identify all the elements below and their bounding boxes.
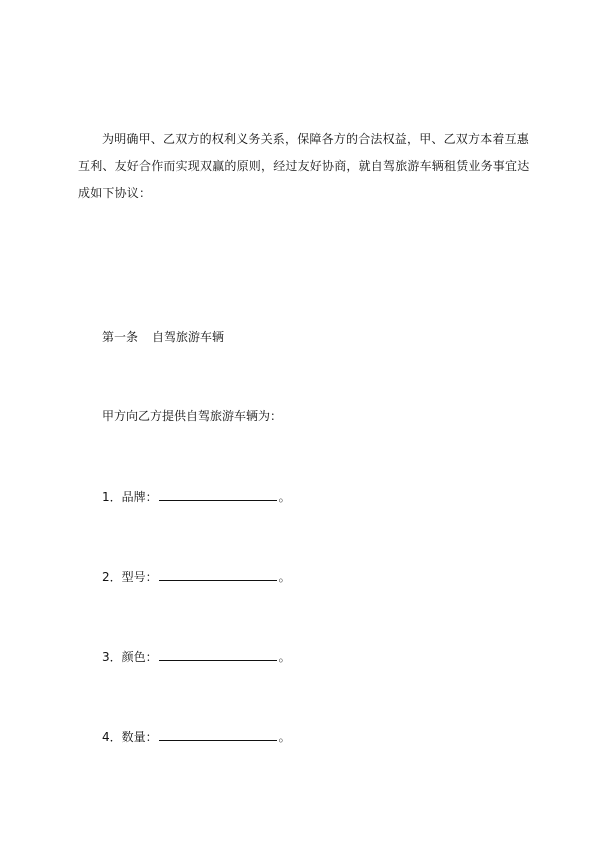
article-heading: [102, 328, 224, 345]
article-number: 第一条: [102, 330, 139, 344]
article-title: 自驾旅游车辆: [152, 330, 225, 344]
fill-blank[interactable]: [159, 569, 277, 581]
field-label: 1．品牌：: [102, 490, 158, 504]
fill-blank[interactable]: [159, 649, 277, 661]
field-end: 。: [278, 490, 291, 504]
preamble-line-1: 为明确甲、乙双方的权利义务关系，保障各方的合法权益，甲、乙双方本着互惠: [102, 132, 530, 146]
field-quantity: [102, 728, 291, 745]
fill-blank[interactable]: [159, 489, 277, 501]
field-label: 2．型号：: [102, 570, 158, 584]
field-brand: [102, 488, 291, 505]
field-end: 。: [278, 650, 291, 664]
preamble-paragraph: [78, 126, 528, 207]
field-end: 。: [278, 570, 291, 584]
field-model: [102, 568, 291, 585]
preamble-line-2: 互利、友好合作而实现双赢的原则，经过友好协商，就自驾旅游车辆租赁业务事宜达: [78, 159, 530, 173]
field-label: 3．颜色：: [102, 650, 158, 664]
preamble-line-3: 成如下协议：: [78, 186, 152, 200]
field-color: [102, 648, 291, 665]
fill-blank[interactable]: [159, 729, 277, 741]
field-label: 4．数量：: [102, 730, 158, 744]
field-end: 。: [278, 730, 291, 744]
vehicle-intro: 甲方向乙方提供自驾旅游车辆为：: [102, 409, 283, 423]
